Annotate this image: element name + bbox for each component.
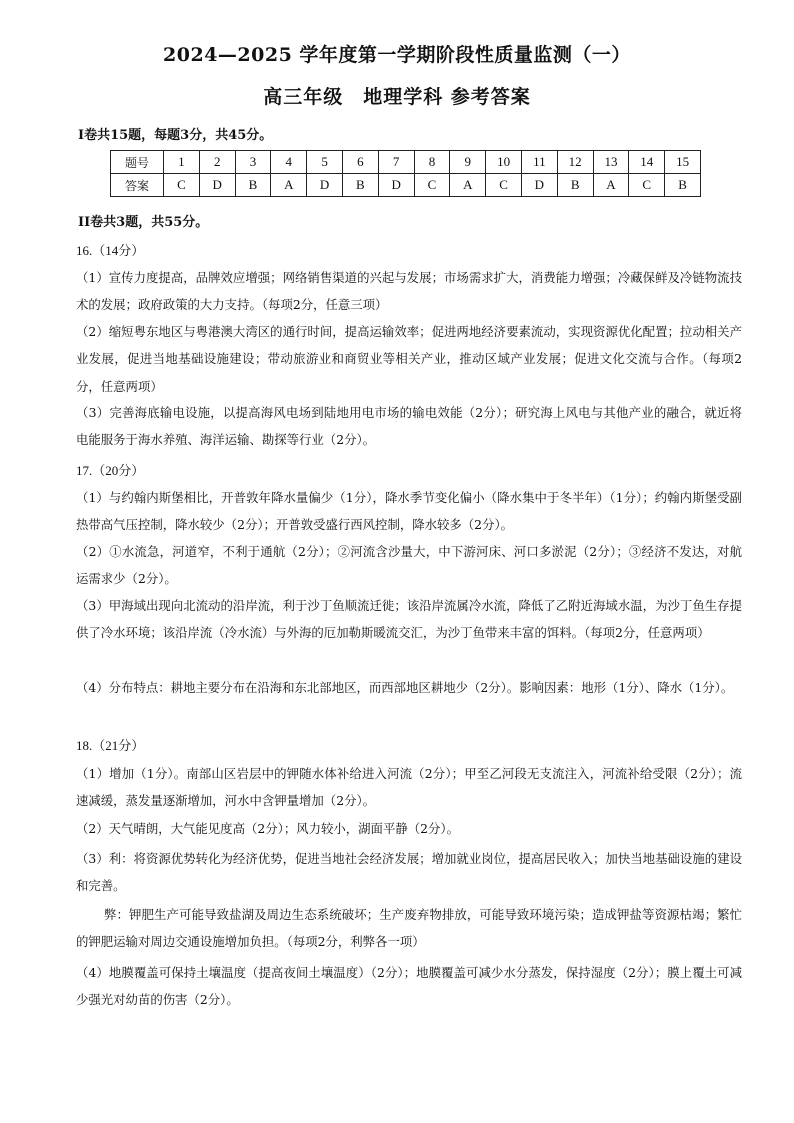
document-title: 2024—2025 学年度第一学期阶段性质量监测（一） xyxy=(163,44,631,66)
table-cell: 15 xyxy=(665,151,701,174)
table-cell: C xyxy=(486,174,522,197)
question-18-answer-4: （4）地膜覆盖可保持土壤温度（提高夜间土壤温度）（2分）；地膜覆盖可减少水分蒸发，保持湿度（2分）；膜上覆土可减少强光对幼苗的伤害（2分）。 xyxy=(76,965,742,1008)
table-cell: D xyxy=(378,174,414,197)
table-cell: B xyxy=(557,174,593,197)
table-cell: 3 xyxy=(235,151,271,174)
table-cell: A xyxy=(593,174,629,197)
question-18-answer-2: （2）天气晴朗，大气能见度高（2分）；风力较小，湖面平静（2分）。 xyxy=(76,821,459,836)
table-cell: 11 xyxy=(521,151,557,174)
question-16-answer-1: （1）宣传力度提高，品牌效应增强；网络销售渠道的兴起与发展；市场需求扩大，消费能力增强；冷藏保鲜及冷链物流技术的发展；政府政策的大力支持。（每项2分，任意三项） xyxy=(76,270,742,313)
table-cell: 4 xyxy=(271,151,307,174)
question-17-heading: 17.（20分） xyxy=(76,463,145,478)
table-cell: B xyxy=(342,174,378,197)
answer-row xyxy=(111,174,701,197)
table-cell: A xyxy=(271,174,307,197)
table-cell: B xyxy=(235,174,271,197)
question-16-answer-2: （2）缩短粤东地区与粤港澳大湾区的通行时间，提高运输效率；促进两地经济要素流动，实现资源优化配置；拉动相关产业发展，促进当地基础设施建设；带动旅游业和商贸业等相关产业，推动区域产业发展；促进文化交流与合作。（每项2分，任意两项） xyxy=(76,324,742,394)
answer-table xyxy=(110,150,701,197)
table-cell: 7 xyxy=(378,151,414,174)
table-cell: 6 xyxy=(342,151,378,174)
table-cell: 14 xyxy=(629,151,665,174)
table-cell: 1 xyxy=(164,151,200,174)
question-18-answer-1: （1）增加（1分）。南部山区岩层中的钾随水体补给进入河流（2分）；甲至乙河段无支流注入，河流补给受限（2分）；流速减缓，蒸发量逐渐增加，河水中含钾量增加（2分）。 xyxy=(76,766,742,809)
question-number-row xyxy=(111,151,701,174)
part1-heading: I卷共15题，每题3分，共45分。 xyxy=(78,128,273,143)
table-cell: C xyxy=(164,174,200,197)
table-cell: B xyxy=(665,174,701,197)
table-cell: 10 xyxy=(486,151,522,174)
question-16-answer-3: （3）完善海底输电设施，以提高海风电场到陆地用电市场的输电效能（2分）；研究海上风电与其他产业的融合，就近将电能服务于海水养殖、海洋运输、勘探等行业（2分）。 xyxy=(76,405,742,448)
table-cell: 2 xyxy=(199,151,235,174)
document-subtitle: 高三年级 地理学科 参考答案 xyxy=(263,86,531,108)
table-cell: D xyxy=(307,174,343,197)
question-17-answer-4: （4）分布特点：耕地主要分布在沿海和东北部地区，而西部地区耕地少（2分）。影响因素：地形（1分）、降水（1分）。 xyxy=(76,680,734,695)
table-cell: C xyxy=(629,174,665,197)
row-label-answer: 答案 xyxy=(111,174,164,197)
table-cell: D xyxy=(521,174,557,197)
part2-heading: II卷共3题，共55分。 xyxy=(78,215,209,230)
question-17-answer-1: （1）与约翰内斯堡相比，开普敦年降水量偏少（1分），降水季节变化偏小（降水集中于冬半年）（1分）；约翰内斯堡受副热带高气压控制，降水较少（2分）；开普敦受盛行西风控制，降水较多（2分）。 xyxy=(76,490,742,533)
table-cell: 8 xyxy=(414,151,450,174)
table-cell: 12 xyxy=(557,151,593,174)
table-cell: C xyxy=(414,174,450,197)
table-cell: A xyxy=(450,174,486,197)
table-cell: 5 xyxy=(307,151,343,174)
table-cell: 9 xyxy=(450,151,486,174)
question-18-heading: 18.（21分） xyxy=(76,738,145,753)
row-label-number: 题号 xyxy=(111,151,164,174)
table-cell: 13 xyxy=(593,151,629,174)
question-18-answer-3-pros: （3）利：将资源优势转化为经济优势，促进当地社会经济发展；增加就业岗位，提高居民收入；加快当地基础设施的建设和完善。 xyxy=(76,851,742,894)
question-16-heading: 16.（14分） xyxy=(76,243,145,258)
table-cell: D xyxy=(199,174,235,197)
question-18-answer-3-cons: 弊：钾肥生产可能导致盐湖及周边生态系统破坏；生产废弃物排放，可能导致环境污染；造成钾盐等资源枯竭；繁忙的钾肥运输对周边交通设施增加负担。（每项2分，利弊各一项） xyxy=(76,907,742,950)
question-17-answer-2: （2）①水流急，河道窄，不利于通航（2分）；②河流含沙量大，中下游河床、河口多淤泥（2分）；③经济不发达，对航运需求少（2分）。 xyxy=(76,544,742,587)
question-17-answer-3: （3）甲海域出现向北流动的沿岸流，利于沙丁鱼顺流迁徙；该沿岸流属冷水流，降低了乙附近海域水温，为沙丁鱼生存提供了冷水环境；该沿岸流（冷水流）与外海的厄加勒斯暖流交汇，为沙丁鱼带来丰富的饵料。（每项2分，任意两项） xyxy=(76,598,742,641)
